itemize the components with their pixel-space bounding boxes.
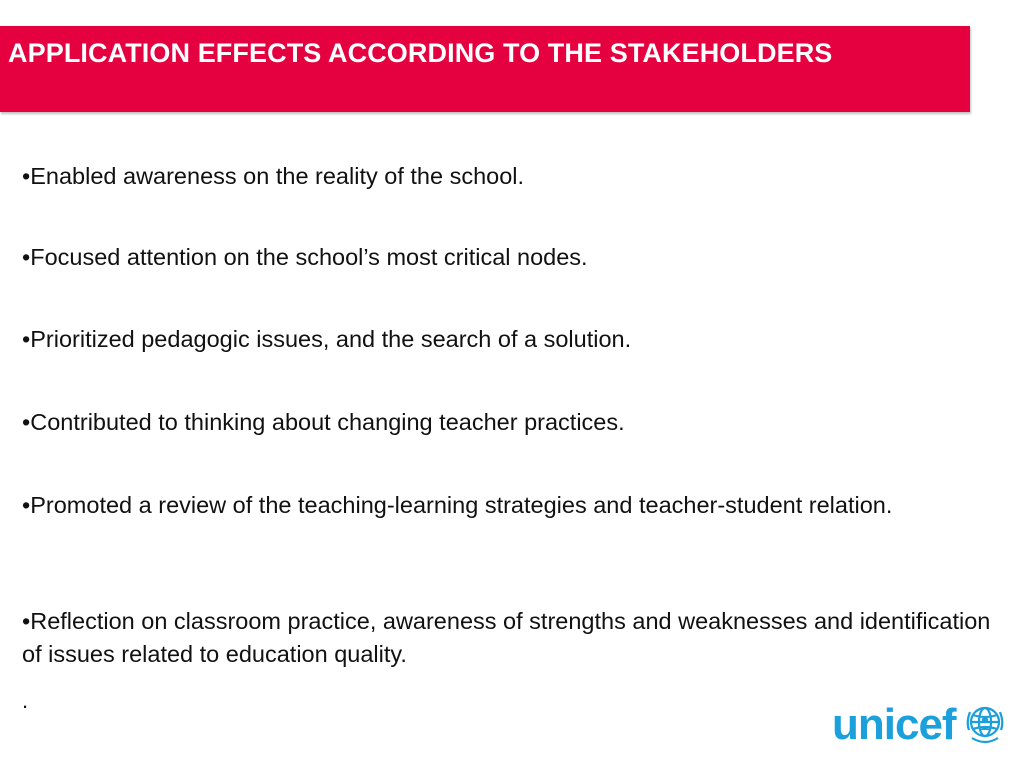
bullet-item: •Contributed to thinking about changing teacher practices.: [22, 409, 625, 435]
unicef-emblem-icon: [960, 700, 1010, 750]
bullet-item: •Reflection on classroom practice, awareness of strengths and weaknesses and identification of issues related to education quality.: [22, 608, 991, 667]
bullet-item: •Focused attention on the school’s most critical nodes.: [22, 244, 588, 270]
slide-title: APPLICATION EFFECTS ACCORDING TO THE STAKEHOLDERS: [8, 38, 833, 68]
bullet-item: •Promoted a review of the teaching-learning strategies and teacher-student relation.: [22, 492, 893, 518]
bullet-item: •Prioritized pedagogic issues, and the search of a solution.: [22, 326, 632, 352]
trailing-mark: .: [22, 688, 29, 713]
title-banner: [0, 26, 970, 112]
logo-wordmark: unicef: [832, 700, 956, 749]
unicef-logo: [832, 700, 1010, 750]
bullet-item: •Enabled awareness on the reality of the school.: [22, 163, 525, 189]
